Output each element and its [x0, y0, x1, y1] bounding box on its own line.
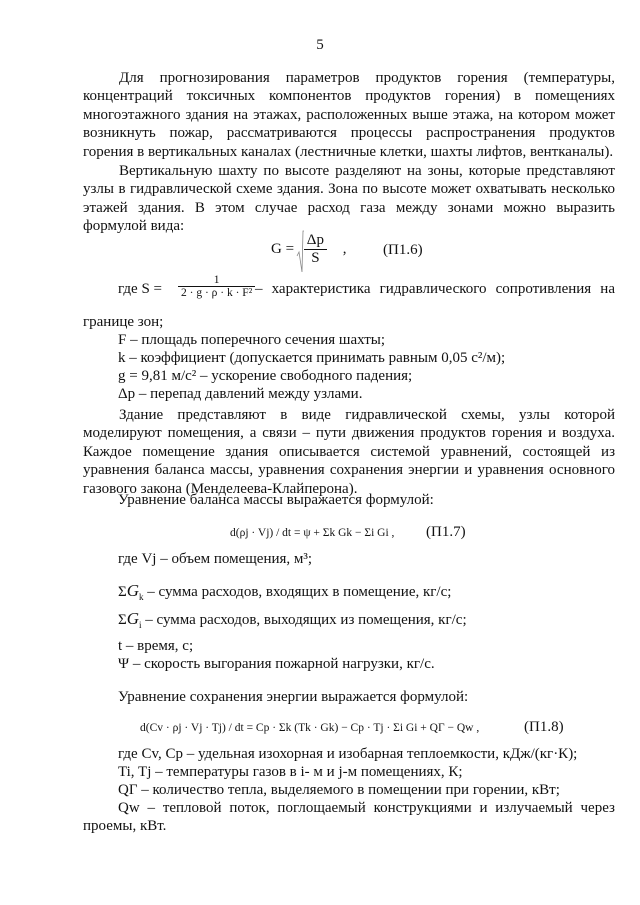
energy-intro: Уравнение сохранения энергии выражается формулой:	[118, 689, 469, 705]
formula-p1-7-label: (П1.7)	[426, 524, 466, 540]
def-g: g = 9,81 м/с² – ускорение свободного падения;	[118, 368, 413, 384]
def-qg: QГ – количество тепла, выделяемого в помещении при горении, кВт;	[118, 782, 560, 798]
sqrt-symbol	[296, 230, 304, 274]
paragraph-intro: Для прогнозирования параметров продуктов горения (температуры, концентраций токсичных компонентов продуктов горения) в помещениях многоэтажного здания на этажах, расположенных выше этажа, на котором может возникнуть пожар, рассматриваются процессы распространения продуктов горения в вертикальных каналах (лестничные клетки, шахты лифтов, вентканалы).	[83, 70, 615, 160]
def-sum-gi-text: – сумма расходов, выходящих из помещения, кг/с;	[145, 612, 467, 628]
g-i-symbol: G	[126, 609, 140, 628]
def-sum-gk: $\Sigma G_k$ – сумма расходов, входящих в помещение, кг/с;	[118, 581, 452, 602]
paragraph-hydraulic-scheme: Здание представляют в виде гидравлической схемы, узлы которой моделируют помещения, а связи – пути движения продуктов горения и воздуха. Каждое помещение здания описывается системой уравнений, состоящей из уравнения баланса массы, уравнения сохранения энергии и уравнения основного газового закона (Менделеева-Клайперона).	[83, 407, 615, 497]
fraction-numerator: Δp	[304, 232, 327, 250]
def-psi: Ψ – скорость выгорания пожарной нагрузки, кг/с.	[118, 656, 435, 672]
def-ti-tj: Ti, Tj – температуры газов в i- м и j-м помещениях, К;	[118, 764, 463, 780]
g-k-symbol: G	[126, 581, 140, 600]
def-k: k – коэффициент (допускается принимать равным 0,05 с²/м);	[118, 350, 506, 366]
formula-p1-6-lhs: G =	[271, 241, 295, 257]
s-fraction	[178, 274, 255, 299]
formula-p1-6	[271, 232, 346, 267]
formula-p1-8: d(Cv · ρj · Vj · Tj) / dt = Cp · Σk (Tk · Gk) − Cp · Tj · Σi Gi + QГ − Qw ,	[140, 722, 480, 734]
def-t: t – время, с;	[118, 638, 194, 654]
page-number: 5	[316, 37, 324, 53]
paragraph-shaft-zones: Вертикальную шахту по высоте разделяют на зоны, которые представляют узлы в гидравлической схеме здания. Зона по высоте может охватывать несколько этажей здания. В этом случае расход газа между зонами можно выразить формулой вида:	[83, 163, 615, 235]
def-cv-cp: где Cv, Cp – удельная изохорная и изобарная теплоемкости, кДж/(кг·К);	[118, 746, 578, 762]
def-dp: Δp – перепад давлений между узлами.	[118, 386, 363, 402]
def-qw: Qw – тепловой поток, поглощаемый конструкциями и излучаемый через проемы, кВт.	[83, 800, 615, 835]
def-f: F – площадь поперечного сечения шахты;	[118, 332, 386, 348]
sigma-k-symbol: Σ	[118, 584, 127, 600]
def-vj: где Vj – объем помещения, м³;	[118, 551, 313, 567]
formula-p1-8-label: (П1.8)	[524, 719, 564, 735]
def-sum-gk-text: – сумма расходов, входящих в помещение, кг/с;	[147, 584, 452, 600]
formula-p1-6-label: (П1.6)	[383, 242, 423, 258]
s-description: – характеристика гидравлического сопротивления на	[255, 281, 615, 297]
s-numerator: 1	[178, 274, 255, 287]
mass-balance-intro: Уравнение баланса массы выражается формулой:	[118, 492, 434, 508]
def-sum-gi: $\Sigma G_i$ – сумма расходов, выходящих из помещения, кг/с;	[118, 609, 467, 630]
s-denominator: 2 · g · ρ · k · F²	[181, 287, 253, 299]
fraction-denominator: S	[311, 250, 320, 266]
formula-p1-6-fraction	[304, 232, 327, 267]
s-description-cont: границе зон;	[83, 314, 164, 330]
sqrt-sign	[304, 232, 327, 267]
formula-p1-6-comma: ,	[342, 241, 347, 257]
formula-p1-7: d(ρj · Vj) / dt = ψ + Σk Gk − Σi Gi ,	[230, 527, 395, 539]
sigma-i-symbol: Σ	[118, 612, 127, 628]
where-s-prefix: где S =	[118, 281, 162, 297]
